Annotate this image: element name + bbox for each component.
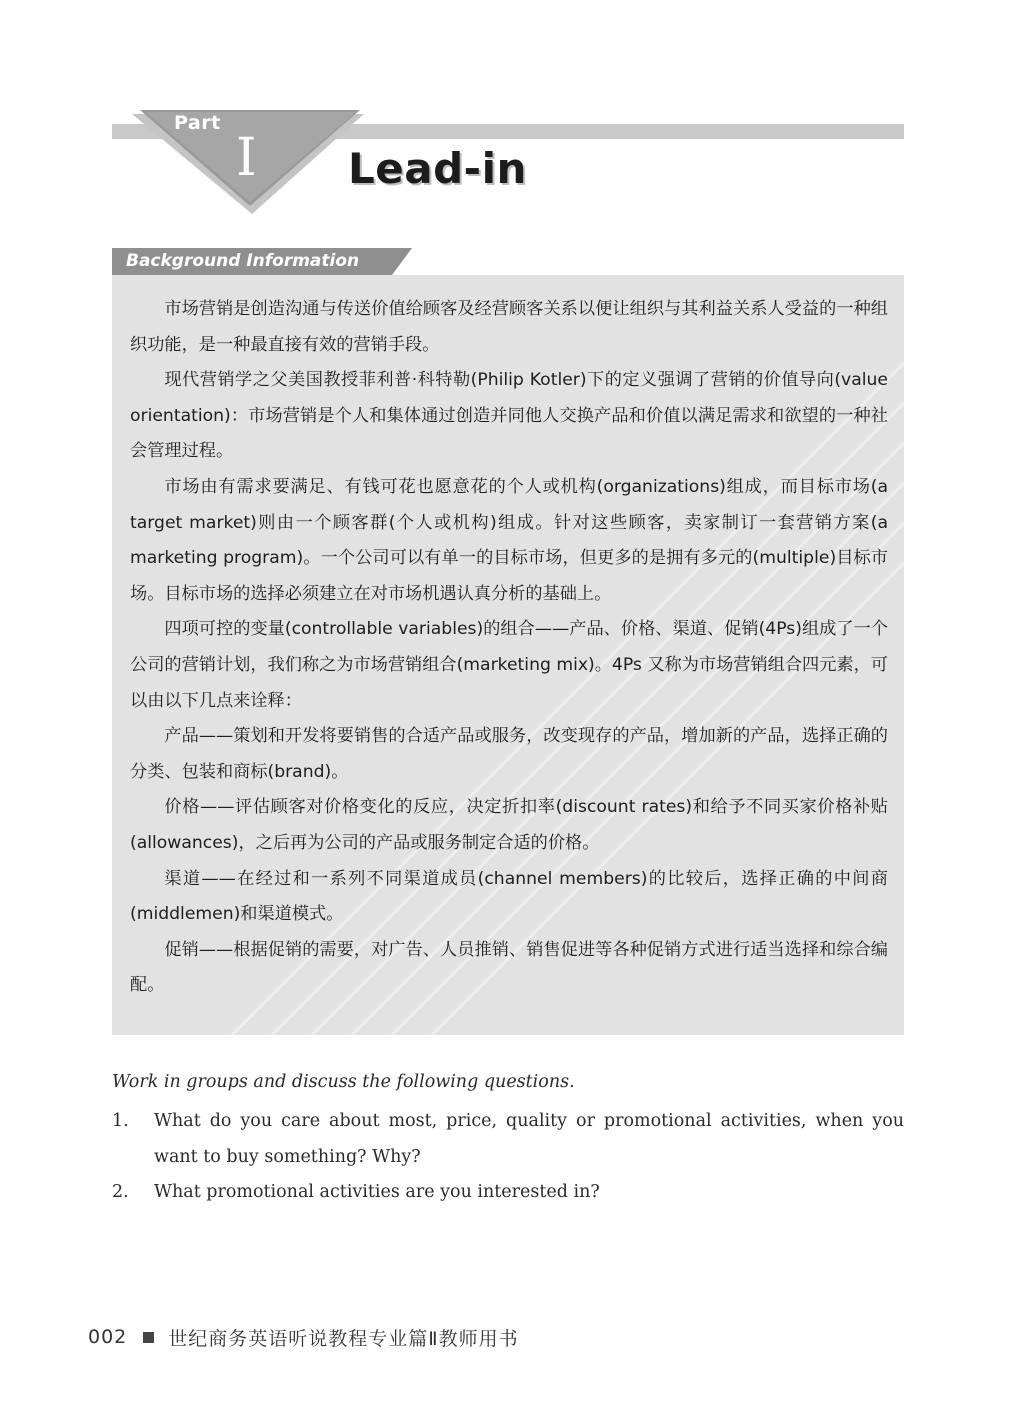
part-numeral: I xyxy=(236,128,257,188)
question-item xyxy=(112,1175,904,1211)
background-info-text xyxy=(130,292,888,1004)
question-text: What promotional activities are you interested in? xyxy=(154,1182,600,1202)
page-number: 002 xyxy=(88,1326,128,1348)
book-title: 世纪商务英语听说教程专业篇Ⅱ教师用书 xyxy=(168,1327,519,1350)
question-item xyxy=(112,1104,904,1175)
part-label: Part xyxy=(174,112,221,134)
background-info-heading: Background Information xyxy=(126,251,360,271)
square-bullet-icon xyxy=(143,1332,154,1343)
bg-paragraph: 渠道——在经过和一系列不同渠道成员(channel members)的比较后，选择正确的中间商(middlemen)和渠道模式。 xyxy=(130,868,888,925)
page-footer xyxy=(88,1322,519,1352)
bg-paragraph: 四项可控的变量(controllable variables)的组合——产品、价格、渠道、促销(4Ps)组成了一个公司的营销计划，我们称之为市场营销组合(marketing mix)。4Ps 又称为市场营销组合四元素，可以由以下几点来诠释： xyxy=(130,619,888,711)
discussion-instruction: Work in groups and discuss the following questions. xyxy=(112,1072,575,1092)
question-number: 1. xyxy=(112,1111,129,1131)
question-text: What do you care about most, price, quality or promotional activities, when you want to buy something? Why? xyxy=(154,1111,904,1167)
bg-paragraph: 价格——评估顾客对价格变化的反应，决定折扣率(discount rates)和给予不同买家价格补贴(allowances)，之后再为公司的产品或服务制定合适的价格。 xyxy=(130,797,888,853)
bg-paragraph: 促销——根据促销的需要，对广告、人员推销、销售促进等各种促销方式进行适当选择和综合编配。 xyxy=(130,939,888,996)
bg-paragraph: 产品——策划和开发将要销售的合适产品或服务，改变现存的产品，增加新的产品，选择正确的分类、包装和商标(brand)。 xyxy=(130,726,888,782)
question-number: 2. xyxy=(112,1182,129,1202)
bg-paragraph: 市场营销是创造沟通与传送价值给顾客及经营顾客关系以便让组织与其利益关系人受益的一种组织功能，是一种最直接有效的营销手段。 xyxy=(130,299,888,355)
bg-paragraph: 市场由有需求要满足、有钱可花也愿意花的个人或机构(organizations)组成，而目标市场(a target market)则由一个顾客群(个人或机构)组成。针对这些顾客，卖家制订一套营销方案(a marketing program)。一个公司可以有单一的目标市场，但更多的是拥有多元的(multiple)目标市场。目标市场的选择必须建立在对市场机遇认真分析的基础上。 xyxy=(130,476,888,604)
page-title: Lead-in xyxy=(348,144,527,193)
bg-paragraph: 现代营销学之父美国教授菲利普·科特勒(Philip Kotler)下的定义强调了营销的价值导向(value orientation)：市场营销是个人和集体通过创造并同他人交换产品和价值以满足需求和欲望的一种社会管理过程。 xyxy=(130,370,888,462)
